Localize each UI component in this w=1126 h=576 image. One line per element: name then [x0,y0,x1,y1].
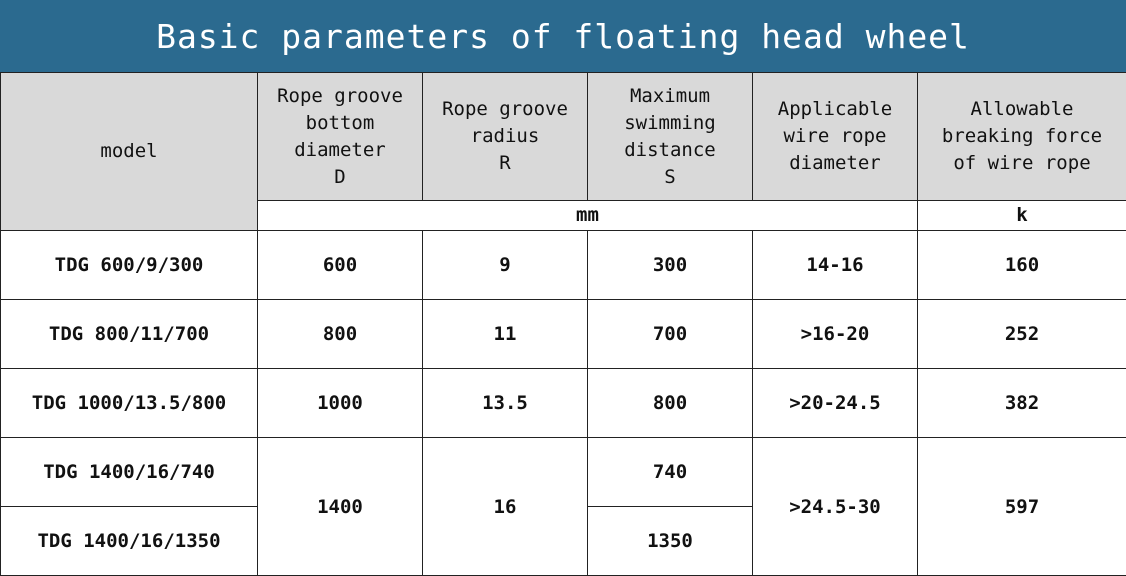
cell-rope-diameter: >24.5-30 [753,438,918,576]
cell-model: TDG 1400/16/740 [1,438,258,507]
cell-radius: 11 [423,300,588,369]
header-rope-diameter: Applicable wire rope diameter [753,73,918,201]
cell-breaking-force: 160 [918,231,1126,300]
header-row [1,73,1126,201]
cell-distance: 800 [588,369,753,438]
cell-model: TDG 1000/13.5/800 [1,369,258,438]
cell-radius: 13.5 [423,369,588,438]
cell-diameter: 800 [258,300,423,369]
cell-radius: 9 [423,231,588,300]
cell-model: TDG 1400/16/1350 [1,507,258,576]
cell-distance: 1350 [588,507,753,576]
table-row [1,231,1126,300]
cell-distance: 300 [588,231,753,300]
cell-diameter: 600 [258,231,423,300]
table-row [1,369,1126,438]
header-breaking-force: Allowable breaking force of wire rope [918,73,1126,201]
cell-radius: 16 [423,438,588,576]
cell-distance: 740 [588,438,753,507]
cell-model: TDG 800/11/700 [1,300,258,369]
cell-rope-diameter: >20-24.5 [753,369,918,438]
header-groove-radius: Rope groove radius R [423,73,588,201]
cell-model: TDG 600/9/300 [1,231,258,300]
cell-breaking-force: 597 [918,438,1126,576]
table-row [1,438,1126,507]
header-swimming-distance: Maximum swimming distance S [588,73,753,201]
unit-k: k [918,201,1126,231]
header-groove-diameter: Rope groove bottom diameter D [258,73,423,201]
parameters-table [0,72,1126,576]
cell-rope-diameter: 14-16 [753,231,918,300]
cell-breaking-force: 382 [918,369,1126,438]
cell-rope-diameter: >16-20 [753,300,918,369]
header-model: model [1,73,258,231]
cell-breaking-force: 252 [918,300,1126,369]
cell-distance: 700 [588,300,753,369]
table-row [1,300,1126,369]
cell-diameter: 1400 [258,438,423,576]
table-title: Basic parameters of floating head wheel [0,0,1126,72]
cell-diameter: 1000 [258,369,423,438]
unit-mm: mm [258,201,918,231]
